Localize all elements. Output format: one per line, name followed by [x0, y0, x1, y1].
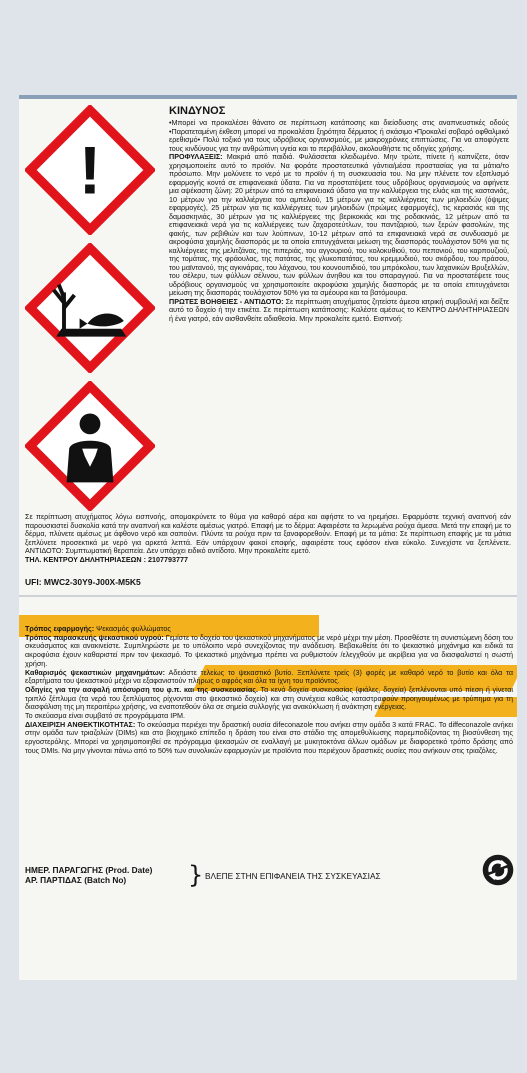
- ufi-code: UFI: MWC2-30Y9-J00X-M5K5: [25, 577, 141, 587]
- first-aid-continued: [25, 513, 511, 564]
- application-method-text: Ψεκασμός φυλλώματος: [94, 624, 171, 633]
- application-method-label: Τρόπος εφαρμογής:: [25, 624, 95, 633]
- date-batch-labels: [25, 865, 152, 885]
- danger-title: ΚΙΝΔΥΝΟΣ: [169, 105, 226, 117]
- cleaning-label: Καθαρισμός ψεκαστικών μηχανημάτων:: [25, 667, 166, 677]
- serious-health-hazard-diamond-icon: [25, 381, 155, 511]
- hazard-text-block: [169, 105, 509, 323]
- cleaning-paragraph: [25, 669, 513, 686]
- resistance-text: Το σκεύασμα περιέχει την δραστική ουσία difeconazole που ανήκει στην ομάδα 3 κατά FRAC. Το diffeconazole ανήκει στην ομάδα των τριαζολών (DIMs) και στο βιοχημικό επίπεδο η δράση του είναι στο στάδιο της απομεθυλίωσης παρεμποδίζοντας τη βιοσύνθεση της εργοστερόλης. Μπορεί να χρησιμοποιηθεί σε πρόγραμμα ψεκασμών σε εναλλαγή με μυκητοκτόνα άλλων ομάδων με διαφορετικό τρόπο δράσης από τους DMIs. Να μην γίνονται πάνω από το 50% των συνολικών εφαρμογών με προϊόντα που περιέχουν δραστικές ουσίες που ανήκουν στις τριαζόλες.: [25, 719, 514, 755]
- section-divider: [19, 595, 517, 597]
- cleaning-text: Αδειάστε τελείως το ψεκαστικό βυτίο. Ξεπλύνετε τρείς (3) φορές με καθαρό νερό το βυτίο και όλα τα εξαρτήματα του ψεκαστικού μέχρι να εξαφανιστούν πλήρως ο αφρός και όλα τα ίχνη του προϊόντος.: [25, 667, 513, 686]
- hazard-pictograms: [25, 105, 173, 519]
- precautions-text: Μακριά από παιδιά. Φυλάσσεται κλειδωμένο. Μην τρώτε, πίνετε ή καπνίζετε, όταν χρησιμοποιείτε αυτό το προϊόν. Να φοράτε προστατευτικά γάντια/μέσα προστασίας για τα μάτια/το πρόσωπο. Μην μολύνετε το νερό με το προϊόν ή τη συσκευασία του. Να μην πλένετε τον εξοπλισμό εφαρμογής κοντά σε επιφανειακά ύδατα. Για να προστατέψετε τους υδρόβιους οργανισμούς να αφήνετε μια αψέκαστη ζώνη: 20 μέτρων από τα επιφανειακά ύδατα για την καλλιέργεια της ελιάς και της καστανιάς, 10 μέτρων για την καλλιέργεια του αμπελιού, 15 μέτρων για τις καλλιέργειες των μηλοειδών (όψιμες εφαρμογές), 25 μέτρων για τις καλλιέργειες των μηλοειδών (πρώιμες εφαρμογές), τις κερασιάς και της δαμασκηνιάς, 30 μέτρων για τις καλλιέργειες της βερικοκιάς και της ροδακινιάς, 12 μέτρων από τα επιφανειακά νερά για τις καλλιέργειες των ζαχαροτεύτλων, του παντζαριού, των ξερών φασολιών, της φακής, των ρεβιθιών και των λούπινων, 10-12 μέτρων από τα επιφανειακά νερά σε συνδυασμό με ακροφύσια χαμηλής διασποράς με τα οποία επιτυγχάνεται μείωση της διασποράς τουλάχιστον 50% για τις καλλιέργειες της μελιτζάνας, της πιπεριάς, του αγγουριού, του κολοκυθιού, του πεπονιού, του καρπουζιού, της τομάτας, της φράουλας, της πατάτας, της γλυκοπατάτας, του κρεμμυδιού, του σκόρδου, του πράσου, του μαϊντανού, της αγκινάρας, του λάχανου, του κουνουπιδιού, του μπρόκολου, των λαχανικών Βρυξελλών, του σέλερυ, των φύλλων σέλινου, των φύλλων άνηθου και του σπαραγγιού. Για να προστατέψετε τους υδρόβιους οργανισμούς να χρησιμοποιείτε ακροφύσια χαμηλής διασποράς με τα οποία επιτυγχάνεται μείωση της διασποράς τουλάχιστον 50% για τα σμέουρα και τα βατόμουρα.: [169, 152, 509, 297]
- preparation-paragraph: [25, 634, 513, 669]
- preparation-text: Γεμίστε το δοχείο του ψεκαστικού μηχανήματος με νερό μέχρι την μέση. Προσθέστε τη συνιστώμενη δόση του σκευάσματος και ανακινείστε. Συμπληρώστε με το υπόλοιπο νερό συνεχίζοντας την ανάδευση. Βεβαιωθείτε ότι το ψεκαστικό μηχάνημα και ειδικά τα ακροφύσια έχουν καθαριστεί πριν τον ψεκασμό. Το ψεκαστικό μηχάνημα πρέπει να ρυθμιστούν /ελεγχθούν με ακρίβεια για να διασφαλιστεί η σωστή χρήση.: [25, 632, 513, 668]
- recycle-icon: [481, 853, 515, 887]
- see-package-note: ΒΛΕΠΕ ΣΤΗΝ ΕΠΙΦΑΝΕΙΑ ΤΗΣ ΣΥΣΚΕΥΑΣΙΑΣ: [205, 871, 381, 881]
- poison-center-phone: ΤΗΛ. ΚΕΝΤΡΟΥ ΔΗΛΗΤΗΡΙΑΣΕΩΝ : 2107793777: [25, 554, 188, 564]
- first-aid-label: ΠΡΩΤΕΣ ΒΟΗΘΕΙΕΣ - ΑΝΤΙΔΟΤΟ:: [169, 296, 284, 306]
- product-label: [19, 95, 517, 980]
- health-hazard-diamond-icon: [25, 105, 155, 235]
- production-info: [25, 861, 511, 901]
- svg-text:!: !: [78, 133, 102, 209]
- first-aid-details: Σε περίπτωση ατυχήματος λόγω εισπνοής, απομακρύνετε το θύμα για καθαρό αέρα και αφήστε το να ηρεμήσει. Εφαρμόστε τεχνική αναπνοή εάν παρουσιαστεί δυσκολία κατά την αναπνοή και καλέστε αμέσως γιατρό. Επαφή με το δέρμα: Αφαιρέστε τα λερωμένα ρούχα άμεσα. Μετά την επαφή με το δέρμα, πλύνετε αμέσως με άφθονο νερό και σαπούνι. Πλύντε τα ρούχα πριν τα ξαναφορεθούν. Επαφή με τα μάτια: Σε περίπτωση επαφής με τα μάτια ξεπλύνετε προσεκτικά με νερό για αρκετά λεπτά. Εάν υπάρχουν φακοί επαφής, αφαιρέστε τους εφόσον είναι εύκολο. Συνεχίστε να ξεπλένετε. ΑΝΤΙΔΟΤΟ: Συμπτωματική θεραπεία. Δεν υπάρχει ειδικό αντίδοτο. Μην προκαλείτε εμετό.: [25, 512, 511, 555]
- usage-instructions: [25, 625, 513, 756]
- top-stripe: [19, 95, 517, 99]
- preparation-label: Τρόπος παρασκευής ψεκαστικού υγρού:: [25, 632, 164, 642]
- resistance-paragraph: [25, 721, 513, 756]
- production-date-label: ΗΜΕΡ. ΠΑΡΑΓΩΓΗΣ (Prod. Date): [25, 865, 153, 875]
- batch-number-label: ΑΡ. ΠΑΡΤΙΔΑΣ (Batch No): [25, 875, 127, 885]
- environment-hazard-diamond-icon: [25, 243, 155, 373]
- disposal-label: Οδηγίες για την ασφαλή απόσυρση του φ.π. και της συσκευασίας.: [25, 684, 258, 694]
- disposal-paragraph: [25, 686, 513, 712]
- resistance-label: ΔΙΑΧΕΙΡΙΣΗ ΑΝΘΕΚΤΙΚΟΤΗΤΑΣ:: [25, 719, 136, 729]
- precautions-label: ΠΡΟΦΥΛΑΞΕΙΣ:: [169, 152, 223, 161]
- precautions-paragraph: [169, 153, 509, 298]
- brace-symbol: }: [188, 861, 204, 889]
- hazard-statements: •Μπορεί να προκαλέσει θάνατο σε περίπτωση κατάποσης και διείσδυσης στις αναπνευστικές οδούς •Παρατεταμένη έκθεση μπορεί να προκαλέσει ξηρότητα δέρματος ή σκάσιμο •Προκαλεί σοβαρό οφθαλμικό ερεθισμό• Πολύ τοξικό για τους υδρόβιους οργανισμούς, με μακροχρόνιες επιπτώσεις. Για να αποφύγετε τους κινδύνους για την ανθρώπινη υγεία και το περιβάλλον, ακολουθήστε τις οδηγίες χρήσης.: [169, 118, 509, 153]
- first-aid-paragraph: [169, 298, 509, 324]
- disposal-text: Τα κενά δοχεία συσκευασίας (φιάλες, δοχεία) ξεπλένονται υπό πίεση ή γίνεται τριπλό ξέπλυμα (τα νερά του ξεπλύματος ρίχνονται στο ψεκαστικό δοχείο) και στη συνέχεια καθώς καταστραφούν προηγουμένως με τρύπημα για τη διασφάλιση της μη περαιτέρω χρήσης, να εναποτεθούν όλα σε σημεία συλλογής για ανακύκλωση ή ανάκτηση ενέργειας.: [25, 684, 513, 712]
- first-aid-text: Σε περίπτωση ατυχήματος ζητείστε άμεσα ιατρική συμβουλή και δείξτε αυτό το δοχείο ή την ετικέτα. Σε περίπτωση κατάποσης: Καλέστε αμέσως το ΚΕΝΤΡΟ ΔΗΛΗΤΗΡΙΑΣΕΩΝ ή ένα γιατρό, εάν αισθανθείτε αδιαθεσία. Μην προκαλείτε εμετό. Εισπνοή:: [169, 296, 510, 323]
- ipm-note: Το σκεύασμα είναι συμβατό σε προγράμματα IPM.: [25, 711, 186, 721]
